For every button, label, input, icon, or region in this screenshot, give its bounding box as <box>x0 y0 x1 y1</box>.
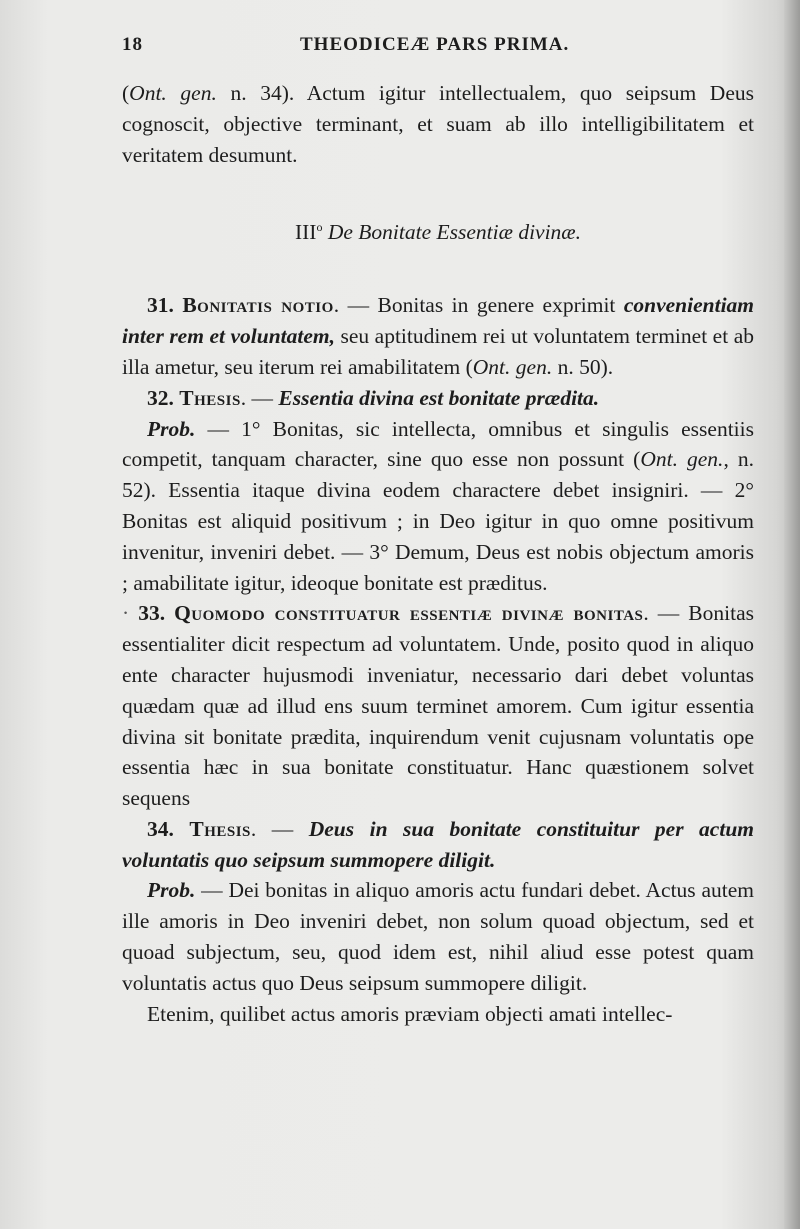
article-32 <box>122 383 754 414</box>
article-number: 34. <box>147 816 190 841</box>
proof-label: Prob. <box>147 878 196 903</box>
thesis-statement: Deus in sua bonitate constituitur per actum voluntatis quo seipsum summopere diligit. <box>122 816 755 872</box>
page-number: 18 <box>122 34 143 55</box>
article-text: . — Bonitas in genere exprimit <box>333 293 624 318</box>
article-text: n. 50). <box>552 354 614 379</box>
proof-text: — Dei bonitas in aliquo amoris actu fundari debet. Actus autem ille amoris in Deo inveniri debet, non solum quoad objectum, sed et quoad subjectum, seu, quod idem est, nihil aliud esse potest quam voluntatis actus quo Deus seipsum summopere diligit. <box>122 878 754 995</box>
thesis-label: Thesis <box>189 816 251 841</box>
proof-text: — 1° Bonitas, sic intellecta, omnibus et singulis essentiis competit, tanquam character, sine quo esse non possunt ( <box>122 416 754 472</box>
reference-ont-gen: Ont. gen. <box>472 354 553 379</box>
article-34 <box>122 814 754 876</box>
section-numeral-sup: o <box>316 220 323 235</box>
article-number: 33. <box>129 601 175 626</box>
article-31 <box>122 290 754 382</box>
article-33 <box>122 598 754 814</box>
article-number: 31. <box>147 293 183 318</box>
margin-mark: · <box>122 601 130 626</box>
reference-ont-gen: Ont. gen. <box>129 81 217 105</box>
proof-text: , n. 52). Essentia itaque divina eodem charactere debet insigniri. — 2° Bonitas est aliquid positivum ; in Deo igitur in quo omne positivum invenitur, inveniri debet. — 3° Demum, Deus est nobis objectum amoris ; amabilitate igitur, ideoque bonitate est præditus. <box>122 447 755 595</box>
proof-paragraph <box>122 414 754 599</box>
article-text: . — <box>250 816 309 841</box>
article-heading: Quomodo constituatur essentiæ divinæ bonitas <box>174 601 644 626</box>
closing-line: Etenim, quilibet actus amoris præviam objecti amati intellec- <box>147 1001 673 1026</box>
paragraph-continuation <box>122 78 754 170</box>
proof-paragraph <box>122 875 754 998</box>
article-text: . — Bonitas essentialiter dicit respectum ad voluntatem. Unde, posito quod in aliquo ente character hujusmodi inveniatur, necessario dari debet voluntas quædam quæ ad illud ens suum terminet amorem. Cum igitur essentia divina sit bonitate prædita, inquirendum venit cujusnam voluntatis ope essentia hæc in sua bonitate constituatur. Hanc quæstionem solvet sequens <box>122 601 754 811</box>
thesis-label: Thesis <box>179 385 241 410</box>
emphasis-text: convenientiam inter rem et voluntatem, <box>122 293 755 349</box>
running-header <box>122 34 754 56</box>
section-heading <box>122 212 754 248</box>
section-numeral: III <box>294 220 317 245</box>
paren-open: ( <box>122 81 130 105</box>
article-number: 32. <box>147 385 180 410</box>
article-text: . — <box>240 385 279 410</box>
reference-ont-gen: Ont. gen. <box>640 447 724 472</box>
page-edge-shadow <box>784 0 800 1229</box>
article-heading: Bonitatis notio <box>182 293 334 318</box>
section-title: De Bonitate Essentiæ divinæ. <box>322 220 582 245</box>
running-title: THEODICEÆ PARS PRIMA. <box>300 34 570 55</box>
article-text: seu aptitudinem rei ut voluntatem terminet et ab illa ametur, seu iterum rei amabilitatem ( <box>122 324 754 379</box>
proof-label: Prob. <box>147 416 196 441</box>
thesis-statement: Essentia divina est bonitate prædita. <box>278 385 600 410</box>
page-body <box>122 78 754 1029</box>
paragraph-text: n. 34). Actum igitur intellectualem, quo seipsum Deus cognoscit, objective terminant, et suam ab illo intelligibilitatem et veritatem desumunt. <box>122 81 754 167</box>
